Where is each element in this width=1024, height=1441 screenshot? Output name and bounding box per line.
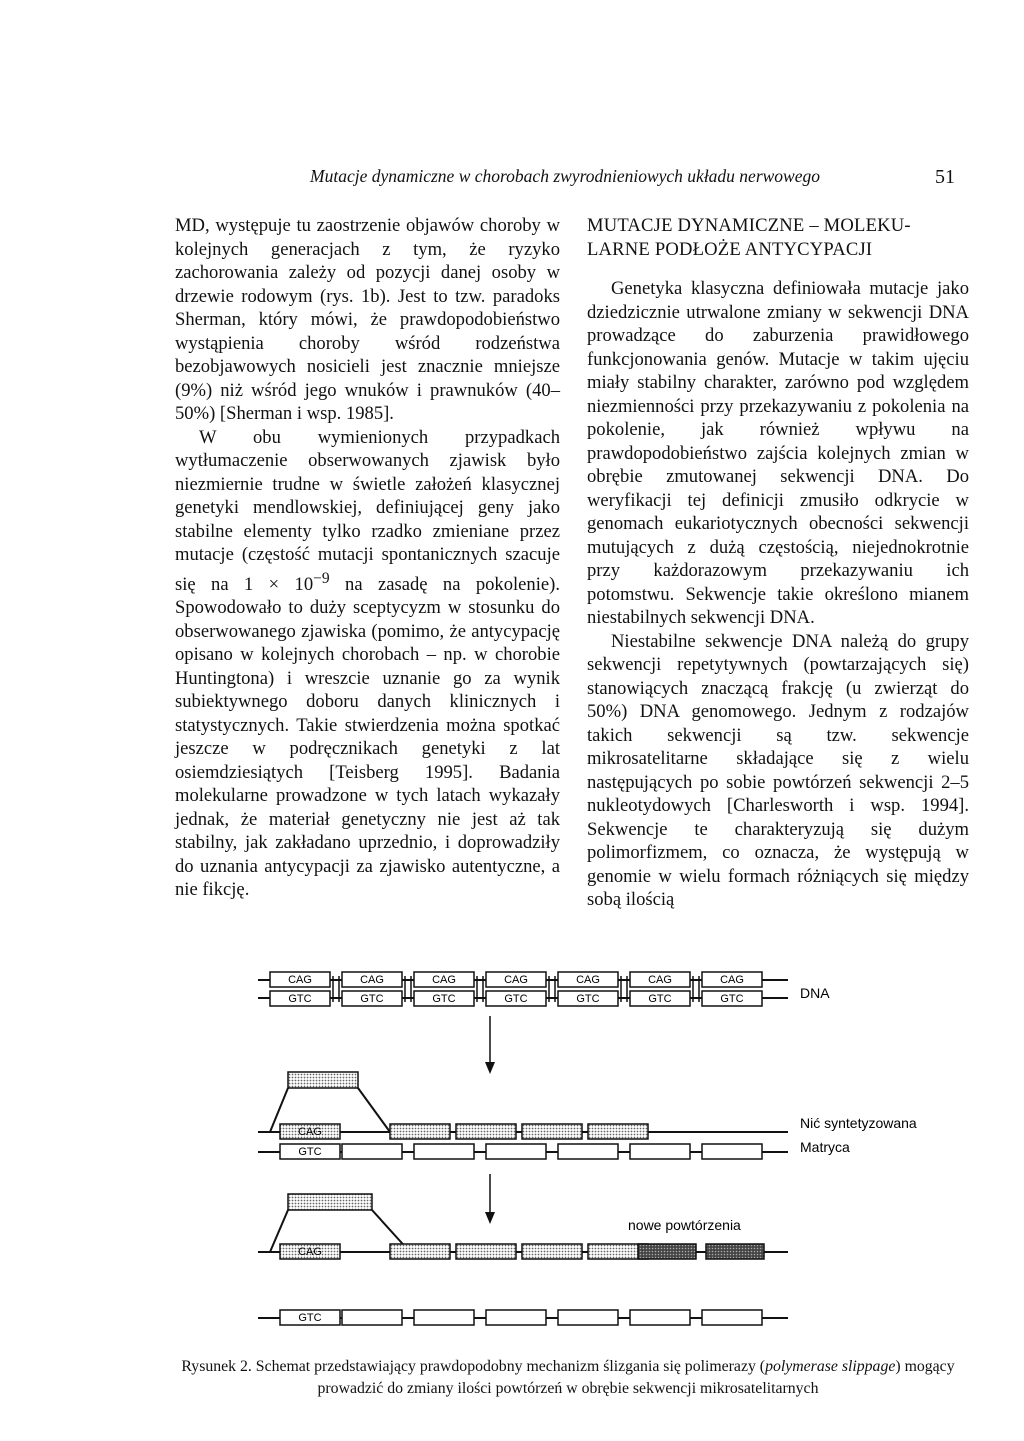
stage2-cag-box: [280, 1244, 340, 1259]
right-paragraph-2: Niestabilne sekwencje DNA należą do grupy sekwencji repetytywnych (powtarzających się) stanowiących znaczącą frakcję (u zwierząt do 50%) DNA genomowego. Jednym z rodzajów takich sekwencji są tzw. sekwencje mikrosatelitarne składające się z wielu następujących po sobie powtórzeń sekwencji 2–5 nukleotydowych [Charlesworth i wsp. 1994]. Sekwencje te charakteryzują się dużym polimorfizmem, co oznacza, że występują w genomie w wielu formach różniących się między sobą ilością: [587, 630, 969, 910]
running-title: Mutacje dynamiczne w chorobach zwyrodnieniowych układu nerwowego: [310, 166, 820, 186]
stage1-cag-box-label: CAG: [298, 1126, 322, 1138]
stage1-template-box: [486, 1144, 546, 1159]
dna-gtc-box: [702, 991, 762, 1006]
dna-cag-box: [558, 972, 618, 987]
left-column: [175, 214, 560, 902]
stage2-gtc-box-label: GTC: [298, 1312, 322, 1324]
dna-cag-box: [342, 972, 402, 987]
stage1-gtc-box-label: GTC: [298, 1146, 322, 1158]
label-template: Matryca: [800, 1139, 850, 1155]
dna-gtc-box-label: GTC: [720, 993, 744, 1005]
stage2-template-box: [702, 1310, 762, 1325]
left-paragraph-2: [175, 426, 560, 902]
dna-gtc-box-label: GTC: [576, 993, 600, 1005]
dna-gtc-box-label: GTC: [432, 993, 456, 1005]
dna-gtc-box-label: GTC: [360, 993, 384, 1005]
slippage-stage-2: [258, 1194, 788, 1325]
stage1-repeat-box: [390, 1124, 450, 1139]
dna-gtc-box: [414, 991, 474, 1006]
stage2-repeat-box: [522, 1244, 582, 1259]
stage-1-repeat-boxes: [280, 1124, 762, 1159]
figure-caption: [178, 1356, 958, 1400]
caption-italic-term: polymerase slippage: [765, 1358, 896, 1375]
stage1-repeat-box: [456, 1124, 516, 1139]
dna-gtc-box-label: GTC: [504, 993, 528, 1005]
left-paragraph-1: MD, występuje tu zaostrzenie objawów choroby w kolejnych generacjach z tym, że ryzyko zachorowania zależy od pozycji danej osoby w drzewie rodowym (rys. 1b). Jest to tzw. paradoks Sherman, który mówi, że prawdopodobieństwo wystąpienia choroby wśród rodzeństwa bezobjawowych nosicieli jest znacznie mniejsze (9%) niż wśród jego wnuków i prawnuków (40–50%) [Sherman i wsp. 1985].: [175, 215, 560, 424]
stage2-gtc-box: [280, 1310, 340, 1325]
stage1-template-box: [702, 1144, 762, 1159]
dna-gtc-box: [486, 991, 546, 1006]
stage1-cag-box: [280, 1124, 340, 1139]
label-new-repeats: nowe powtórzenia: [628, 1217, 741, 1233]
stage2-repeat-box: [456, 1244, 516, 1259]
stage1-template-box: [630, 1144, 690, 1159]
left-paragraph-2-end: na zasadę na pokolenie). Spowodowało to duży sceptycyzm w stosunku do obserwowanego zjawiska (pomimo, że antycypację opisano w kolejnych chorobach – np. w chorobie Huntingtona) i wreszcie uznanie go za wynik subiektywnego doboru danych klinicznych i statystycznych. Takie stwierdzenia można spotkać jeszcze w podręcznikach genetyki z lat osiemdziesiątych [Teisberg 1995]. Badania molekularne prowadzone w tych latach wykazały jednak, że materiał genetyczny nie jest aż tak stabilny, jak zakładano uprzednio, i doprowadziły do uznania antycypacji za zjawisko autentyczne, a nie fikcję.: [175, 573, 560, 901]
stage2-cag-box-label: CAG: [298, 1246, 322, 1258]
dna-cag-box: [486, 972, 546, 987]
section-heading-line-1: MUTACJE DYNAMICZNE – MOLEKU-: [587, 215, 911, 236]
dna-cag-box-label: CAG: [720, 974, 744, 986]
stage2-template-box: [558, 1310, 618, 1325]
dna-gtc-box: [630, 991, 690, 1006]
dna-gtc-box-label: GTC: [288, 993, 312, 1005]
dna-cag-box-label: CAG: [648, 974, 672, 986]
stage2-repeat-box: [390, 1244, 450, 1259]
slippage-stage-1: [258, 1072, 917, 1159]
right-paragraph-1: Genetyka klasyczna definiowała mutacje jako dziedzicznie utrwalone zmiany w sekwencji DNA prowadzące do zaburzenia prawidłowego funkcjonowania genów. Mutacje w takim ujęciu miały stabilny charakter, zarówno pod względem niezmienności przy przekazywaniu z pokolenia na pokolenie, jak również wpływu na prawdopodobieństwo zajścia kolejnych zmian w obrębie zmutowanej sekwencji DNA. Do weryfikacji tej definicji zmusiło odkrycie w genomach eukariotycznych obecności sekwencji mutujących z dużą częstością, niejednokrotnie przy każdorazowym przekazywaniu ich potomstwu. Sekwencje takie określono mianem niestabilnych sekwencji DNA.: [587, 278, 969, 628]
new-repeat-box-1: [638, 1244, 696, 1259]
dna-gtc-box: [270, 991, 330, 1006]
dna-cag-box: [702, 972, 762, 987]
label-dna: DNA: [800, 985, 830, 1001]
dna-cag-box-label: CAG: [504, 974, 528, 986]
dna-gtc-box: [342, 991, 402, 1006]
dna-double-strand: [258, 972, 830, 1006]
dna-repeat-boxes: [270, 972, 762, 1006]
dna-cag-box-label: CAG: [432, 974, 456, 986]
stage2-template-box: [414, 1310, 474, 1325]
dna-cag-box: [414, 972, 474, 987]
stage-2-repeat-boxes: [280, 1244, 764, 1325]
caption-prefix: Rysunek 2. Schemat przedstawiający prawdopodobny mechanizm ślizgania się polimerazy (: [181, 1358, 766, 1375]
arrow-down-2: [485, 1174, 495, 1224]
stage1-repeat-box: [522, 1124, 582, 1139]
looped-repeat-box-2: [288, 1194, 372, 1210]
caption-suffix: ) mogący prowadzić do zmiany ilości powtórzeń w obrębie sekwencji mikrosatelitarnych: [317, 1358, 955, 1397]
stage1-repeat-box: [588, 1124, 648, 1139]
looped-repeat-box: [288, 1072, 358, 1088]
dna-gtc-box-label: GTC: [648, 993, 672, 1005]
stage1-template-box: [342, 1144, 402, 1159]
dna-cag-box-label: CAG: [288, 974, 312, 986]
right-column: [587, 214, 969, 912]
dna-cag-box: [270, 972, 330, 987]
page-header: [175, 166, 955, 194]
page-number: 51: [935, 166, 955, 188]
dna-cag-box: [630, 972, 690, 987]
stage1-template-box: [414, 1144, 474, 1159]
slippage-diagram: [240, 962, 960, 1342]
section-heading: [587, 214, 969, 261]
section-heading-line-2: LARNE PODŁOŻE ANTYCYPACJI: [587, 238, 873, 260]
stage1-template-box: [558, 1144, 618, 1159]
arrow-down-1: [485, 1016, 495, 1074]
dna-cag-box-label: CAG: [576, 974, 600, 986]
label-synthesized: Nić syntetyzowana: [800, 1115, 917, 1131]
figure-slippage-diagram: [240, 962, 960, 1342]
dna-gtc-box: [558, 991, 618, 1006]
new-repeat-box-2: [706, 1244, 764, 1259]
left-paragraph-2-start: W obu wymienionych przypadkach wytłumaczenie obserwowanych zjawisk było niezmiernie trudne w świetle założeń klasycznej genetyki mendlowskiej, definiującej geny jako stabilne elementy tylko rzadko zmieniane przez mutacje (częstość mutacji spontanicznych szacuje się na 1 × 10: [175, 426, 560, 595]
stage2-template-box: [486, 1310, 546, 1325]
stage2-template-box: [630, 1310, 690, 1325]
stage2-template-box: [342, 1310, 402, 1325]
stage1-gtc-box: [280, 1144, 340, 1159]
exponent: −9: [313, 569, 330, 587]
dna-cag-box-label: CAG: [360, 974, 384, 986]
